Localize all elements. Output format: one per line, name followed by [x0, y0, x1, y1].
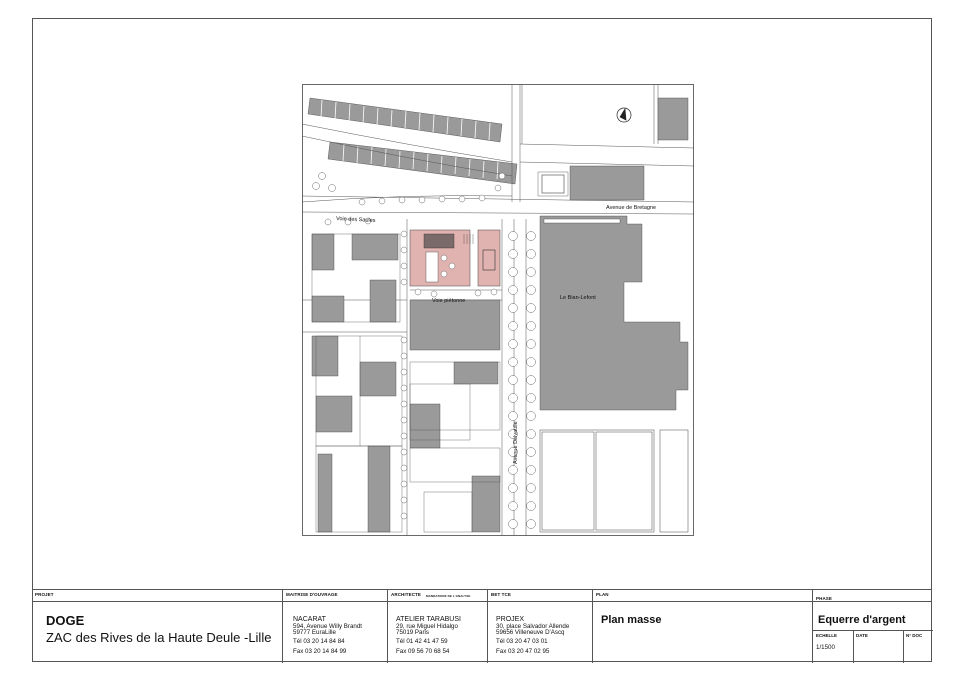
project-building-annex [478, 230, 500, 286]
building-w6 [360, 362, 396, 396]
project-name: DOGE [46, 613, 85, 628]
maitrise-address1: 594, Avenue Willy Brandt [293, 623, 363, 630]
bet-fax: Fax 03 20 47 02 95 [496, 648, 550, 655]
architecte-fax: Fax 09 56 70 68 54 [396, 648, 450, 655]
building-w4 [370, 280, 396, 322]
phase-title: Equerre d'argent [818, 614, 906, 626]
building-m2 [454, 362, 498, 384]
phase-col-divider-2 [903, 630, 904, 663]
site-plan [302, 84, 694, 536]
header-architecte-sub: MANDATAIRE DE L'ANALYSE [426, 593, 471, 598]
building-m3 [410, 404, 440, 448]
cell-maitrise [282, 590, 387, 663]
cell-bet [487, 590, 592, 663]
date-label: DATE [856, 633, 868, 638]
phase-divider [813, 630, 933, 631]
header-architecte: ARCHITECTE [391, 592, 421, 597]
building-bretagne [570, 166, 644, 200]
building-w3 [312, 296, 344, 322]
title-block [32, 589, 932, 663]
building-w1 [312, 234, 334, 270]
ndoc-label: N° DOC [906, 633, 923, 638]
echelle-value: 1/1500 [816, 644, 835, 651]
maitrise-fax: Fax 03 20 14 84 99 [293, 648, 347, 655]
header-projet: PROJET [35, 592, 54, 597]
phase-col-divider-1 [853, 630, 854, 663]
architecte-address1: 29, rue Miguel Hidalgo [396, 623, 458, 630]
header-plan: PLAN [596, 592, 609, 597]
architecte-tel: Tél 01 42 41 47 59 [396, 638, 448, 645]
building-w2 [352, 234, 398, 260]
architecte-address2: 75019 Paris [396, 629, 430, 636]
building-m1 [410, 300, 500, 350]
building-w8 [318, 454, 332, 532]
project-subtitle: ZAC des Rives de la Haute Deule -Lille [46, 630, 272, 645]
building-ne [658, 98, 688, 140]
bet-name: PROJEX [496, 616, 525, 623]
maitrise-name: NACARAT [293, 616, 326, 623]
cell-phase [812, 590, 932, 663]
plan-title: Plan masse [601, 614, 662, 626]
architecte-name: ATELIER TARABUSI [396, 616, 461, 623]
bet-address2: 59656 Villeneuve D'Ascq [496, 629, 565, 636]
cell-projet [32, 590, 282, 663]
label-voie-pietonne: Voie piétonne [432, 298, 466, 304]
building-m4 [472, 476, 500, 532]
maitrise-address2: 59777 EuraLille [293, 629, 337, 636]
maitrise-tel: Tél 03 20 14 84 84 [293, 638, 345, 645]
building-w7 [316, 396, 352, 432]
header-bet: BET TCE [491, 592, 511, 597]
label-le-bian-lefont: Le Bian-Lefont [560, 295, 596, 301]
label-avenue-bretagne: Avenue de Bretagne [606, 205, 657, 211]
bet-address1: 30, place Salvador Allende [496, 623, 570, 630]
bet-tel: Tél 03 20 47 03 01 [496, 638, 548, 645]
header-phase: PHASE [816, 596, 833, 601]
building-w9 [368, 446, 390, 532]
label-avenue-delvaulle: Avenue Delvaulle [513, 421, 519, 464]
lots-south-east [540, 430, 688, 532]
cell-architecte [387, 590, 487, 663]
echelle-label: ECHELLE [816, 633, 838, 638]
header-maitrise: MAITRISE D'OUVRAGE [286, 592, 338, 597]
cell-plan [592, 590, 812, 663]
label-voie-saules: Voie des Saules [335, 216, 376, 225]
